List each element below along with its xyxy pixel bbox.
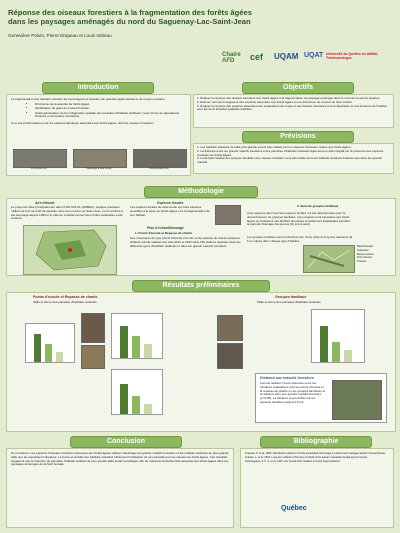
- results-chart: [25, 323, 75, 363]
- map-shapes: [24, 226, 116, 274]
- groupes-method-text2: Les groupes familiaux sont recherchés lors d'une visite le long des transects de 1 km situés dans chaque type d'habitat.: [247, 236, 353, 243]
- prevision-item: 2. La distance entre les grands massifs forestiers et les parcelles d'habitats résiduels âgés aura un effet négatif sur la présence des espèces d'oiseaux de forêts âgées.: [197, 148, 384, 157]
- photo-caption: Pic à dos noir: [31, 167, 47, 170]
- bird-photo: [73, 149, 127, 168]
- chart-bar: [132, 396, 140, 414]
- transect-map: [303, 245, 355, 273]
- logo-chaire: Chaire AFD: [222, 52, 241, 64]
- especes-title: Espèces focales: [157, 201, 184, 205]
- groupes-results-sub: Taille et forme des parcelles d'habitats résiduels: [257, 300, 321, 304]
- bib-line: Imbeau, L. et al. 2001. Long-term effects of forestry on birds of the eastern Canadian boreal spruce forests.: [245, 455, 368, 459]
- objectifs-heading: Objectifs: [242, 82, 354, 94]
- chart-bar: [144, 404, 152, 414]
- bird-photo: [13, 149, 67, 168]
- chart-bar: [144, 344, 152, 358]
- chart-bar: [332, 342, 340, 362]
- point-text: Des inventaires de type points d'écoute (10 min) et de repasse de chants (espèces ciblées) ont été réalisés aux étés 2011 et 2012 dans 190 stations réparties dans les différents types d'habitats résiduels et dans les grands massifs forestiers.: [130, 237, 241, 248]
- legend-item: Transect: [357, 260, 367, 264]
- logo-cef: cef: [250, 52, 264, 62]
- bib-line: Drapeau, P. et al. 2009. Distribution patterns of birds associated with snags in natural and managed eastern boreal forests.: [245, 452, 386, 455]
- groupes-results-title: Groupes familiaux: [275, 295, 307, 299]
- distance-text: Aucune relation n'a été observée entre les variables explicatives (soit les points d'écoute et la repasse de chants ou les groupes familiaux) et la distance (km) aux grands massifs forestiers (p>0,05). La distance a peu d'effet sur les espèces étudiées jusqu'à 2,5 km.: [260, 382, 326, 404]
- chart-bar: [344, 350, 352, 362]
- result-photo: [217, 343, 243, 369]
- resultats-heading: Résultats préliminaires: [132, 280, 270, 292]
- methodologie-panel: [6, 198, 396, 276]
- transect-shapes: [304, 246, 354, 272]
- results-chart: [111, 313, 163, 359]
- legend-item: Séparateur: [357, 248, 369, 252]
- result-photo: [81, 345, 105, 369]
- resultats-panel: [6, 292, 396, 432]
- chart-bar: [34, 334, 41, 362]
- method-photo: [215, 205, 241, 225]
- photo-caption: Mésange à tête brune: [86, 167, 112, 170]
- study-area-map: [23, 225, 117, 275]
- results-chart: [111, 369, 163, 415]
- legend-item: Massif forestier: [357, 245, 374, 248]
- methodologie-heading: Méthodologie: [144, 186, 258, 198]
- previsions-heading: Prévisions: [242, 131, 354, 143]
- groupes-method-title: 2. Suivi de groupes familiaux: [297, 204, 339, 208]
- chart-bar: [120, 384, 128, 414]
- intro-para1: La fragmentation des habitats résultant de l'aménagement forestier par grandes agglomérations de coupes entraîne :: [11, 97, 167, 101]
- prevision-item: 1. Les habitats résiduels de taille plus grande seront plus utilisés par les espèces d'oiseaux reliées aux forêts âgées.: [197, 145, 352, 149]
- objectifs-panel: [193, 94, 394, 128]
- chart-bar: [45, 344, 52, 362]
- bibliographie-panel: [240, 448, 394, 528]
- intro-bullet: • Diminution de la quantité de forêts âgées: [35, 103, 190, 107]
- aire-title: Aire d'étude: [35, 201, 55, 205]
- authors: Geneviève Potvin, Pierre Drapeau et Louis Imbeau: [8, 33, 112, 38]
- logo-uqat-mark: UQAT: [304, 52, 324, 59]
- bib-line: Schmiegelow, F. K. A. et al. 1997. Are boreal birds resilient to forest fragmentation?: [245, 459, 341, 463]
- objectif-item: 3. Évaluer la réponse des espèces associées aux séparateurs de coupe et aux bandes riveraines à la configuration et à la structure de l'habitat pour les deux échelles spatiales étudiées.: [197, 103, 387, 112]
- chart-bar: [132, 336, 140, 358]
- previsions-panel: [193, 143, 394, 174]
- method-legend: [357, 245, 391, 264]
- page-title: Réponse des oiseaux forestiers à la fragmentation des forêts âgées dans les paysages aménagés du nord du Saguenay-Lac-Saint-Jean: [8, 8, 252, 26]
- bibliographie-heading: Bibliographie: [260, 436, 372, 448]
- chart-bar: [120, 326, 128, 358]
- distance-title: Distance aux massifs forestiers: [260, 376, 314, 380]
- conclusion-panel: [6, 448, 234, 528]
- groupes-method-text: Cinq espèces parmi les huit espèces focales ont été sélectionnées pour le dénombrement de groupes familiaux. Ces espèces sont associées aux forêts âgées et produisent des familles bruyantes et facilement localisables pendant la période d'élevage des jeunes (fin juin à août).: [247, 212, 350, 227]
- intro-bullets: [27, 103, 190, 119]
- distance-photo: [332, 380, 382, 420]
- results-chart: [311, 309, 365, 363]
- points-results-title: Points d'écoute et Repasse de chants: [33, 295, 98, 299]
- photo-caption: Grimpereau brun: [149, 167, 169, 170]
- bird-photo: [133, 149, 187, 168]
- aire-text: Le projet est situé principalement dans l'UAF 024-51 (AMBEC), quelque quelques milliers de km² de forêt de épinette noire au nord du Lac Saint-Jean, où le territoire a été aménagé depuis 1990 et le plan de conditionnement des forêts résiduelles a été instauré.: [11, 206, 124, 221]
- intro-bullet: • Hétérogénéisation de la configuration spatiale des parcelles d'habitats résiduels ( sous forme de séparateurs linéaires et de bandes riveraines): [35, 112, 190, 120]
- distance-box: [255, 373, 387, 423]
- points-results-sub: Taille et forme des parcelles d'habitats résiduels: [33, 300, 97, 304]
- prevision-item: 3. La densité relative des groupes familiaux des oiseaux forestiers sera plus faible dans les habitats résiduels linéaires que dans les grands massifs.: [197, 156, 382, 165]
- logo-uqam: UQAM: [274, 52, 299, 61]
- intro-heading: Introduction: [42, 82, 154, 94]
- conclusion-text: En conclusion, les espèces d'oiseaux forestiers associées aux forêts âgées utilisent davantage les grands massifs forestiers et les habitats résiduels de plus grande taille que les séparateurs linéaires. La forme et la taille des habitats résiduels influencent l'utilisation de ces parcelles par les oiseaux de forêts âgées. Ces résultats suggèrent que la rétention de parcelles d'habitat résiduel de plus grande taille serait à privilégier afin de maintenir la biodiversité associée aux forêts âgées dans les paysages aménagés de la forêt boréale.: [11, 452, 229, 467]
- intro-panel: [6, 94, 191, 176]
- point-title: 1. Points d'écoute et Repasse de chants: [135, 231, 193, 235]
- result-photo: [217, 315, 243, 341]
- legend-item: Point d'écoute: [357, 256, 373, 260]
- plan-title: Plan d'échantillonnage: [147, 226, 184, 230]
- chart-bar: [56, 352, 63, 362]
- quebec-logo: Québec: [281, 505, 307, 512]
- intro-para2: Ceci est problématique pour les espèces fauniques associées aux forêts âgées, dont les oiseaux forestiers!: [11, 120, 154, 125]
- especes-text: Les espèces focales de cette étude sont des espèces sensibles à la perte de forêts âgées et à la fragmentation de leur habitat.: [130, 206, 210, 217]
- result-photo: [81, 313, 105, 343]
- logo-uqat-name: Université du Québec en Abitibi-Témiscamingue: [326, 52, 379, 60]
- objectif-item: 1. Évaluer la réponse des oiseaux forestiers aux forêts âgées à la fragmentation du paysage aménagé dans le nord de l'ouest du Québec.: [197, 96, 381, 100]
- bird-photos: [13, 149, 185, 171]
- objectif-item: 2. Estimer comment réagissent des espèces associées aux forêts âgées à une diminution du couvert de forêt mature.: [197, 99, 353, 104]
- logo-bar: [222, 52, 394, 70]
- legend-item: Bande riveraine: [357, 252, 374, 256]
- conclusion-heading: Conclusion: [70, 436, 182, 448]
- intro-bullet: • Modification du grain du couvert forestier: [35, 107, 190, 111]
- chart-bar: [320, 326, 328, 362]
